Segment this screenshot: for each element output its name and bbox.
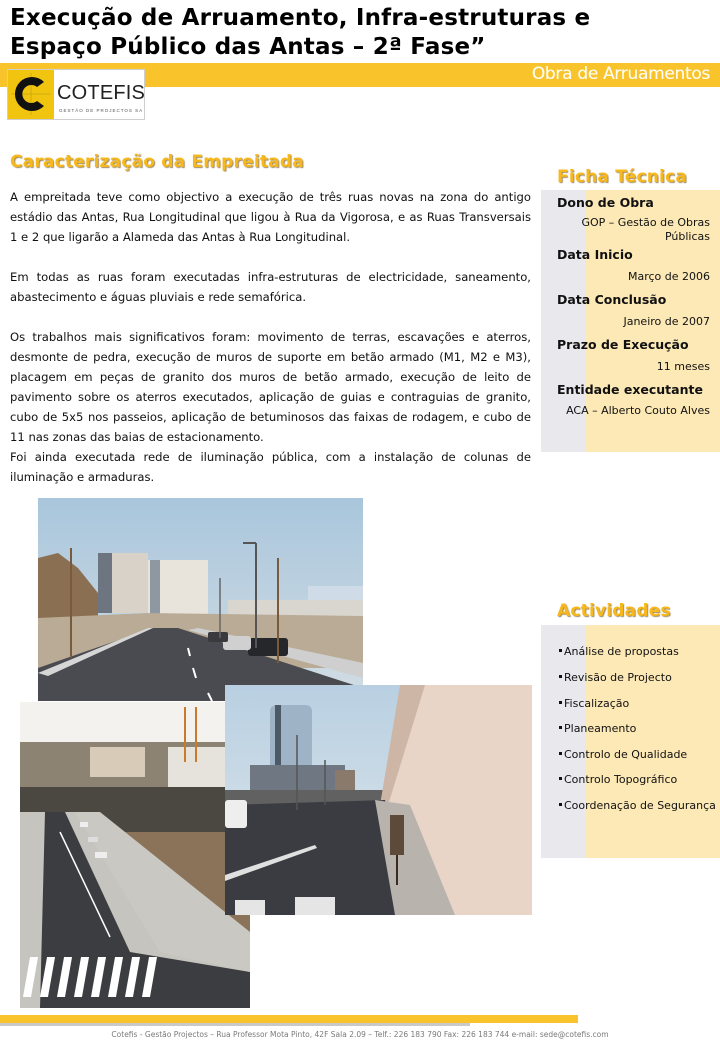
ficha-label-prazo: Prazo de Execução xyxy=(557,337,689,352)
activity-label: Coordenação de Segurança xyxy=(564,799,716,812)
ficha-tecnica-panel xyxy=(541,190,720,452)
activity-label: Planeamento xyxy=(564,722,637,735)
bullet-icon xyxy=(559,701,562,704)
paragraph: Em todas as ruas foram executadas infra-estruturas de electricidade, saneamento, abastecimento e águas pluviais e rede semafórica. xyxy=(10,270,531,304)
ficha-label-inicio: Data Inicio xyxy=(557,247,633,262)
paragraph: A empreitada teve como objectivo a execução de três ruas novas na zona do antigo estádio das Antas, Rua Longitudinal que ligou à Rua da Vigorosa, e as Ruas Transversais 1 e 2 que ligarão a Alameda das Antas à Rua Longitudinal. xyxy=(10,190,531,244)
section-title-ficha-tecnica: Ficha Técnica xyxy=(557,167,688,187)
description-body xyxy=(10,187,531,487)
footer-grey-bar xyxy=(0,1023,470,1026)
activity-label: Controlo de Qualidade xyxy=(564,748,688,761)
ficha-value-dono: GOP – Gestão de Obras Públicas xyxy=(581,216,710,243)
banner-text: Obra de Arruamentos xyxy=(531,64,710,84)
activity-item xyxy=(559,645,679,658)
activity-item xyxy=(559,773,677,786)
ficha-label-conclusao: Data Conclusão xyxy=(557,292,667,307)
activity-label: Análise de propostas xyxy=(564,645,679,658)
paragraph: Os trabalhos mais significativos foram: movimento de terras, escavações e aterros, desmonte de pedra, execução de muros de suporte em betão armado (M1, M2 e M3), placagem em peças de granito dos muros de betão armado, execução de leito de pavimento sobre os aterros executados, aplicação de guias e contraguias de granito, cubo de 5x5 nos passeios, aplicação de betuminosos das faixas de rodagem, e cubo de 11 nas zonas das baias de estacionamento. xyxy=(10,330,531,444)
bullet-icon xyxy=(559,752,562,755)
section-title-actividades: Actividades xyxy=(557,601,671,621)
actividades-panel xyxy=(541,625,720,858)
paragraph: Foi ainda executada rede de iluminação pública, com a instalação de colunas de iluminação e armaduras. xyxy=(10,450,531,484)
activity-label: Fiscalização xyxy=(564,697,630,710)
bullet-icon xyxy=(559,777,562,780)
bullet-icon xyxy=(559,675,562,678)
activity-label: Controlo Topográfico xyxy=(564,773,678,786)
photo-street-retaining-wall xyxy=(225,685,532,915)
title-line-1: Execução de Arruamento, Infra-estruturas e xyxy=(10,5,591,31)
logo-name: COTEFIS xyxy=(57,82,146,104)
footer-contact: Cotefis - Gestão Projectos – Rua Professor Mota Pinto, 42F Sala 2.09 – Telf.: 226 183 790 Fax: 226 183 744 e-mail: sede@cotefis.com xyxy=(111,1030,609,1039)
logo-mark-icon xyxy=(8,70,54,119)
ficha-value-prazo: 11 meses xyxy=(656,360,710,373)
footer-accent-bar xyxy=(0,1015,578,1023)
activity-item xyxy=(559,748,687,761)
page-title xyxy=(10,4,710,62)
ficha-value-inicio: Março de 2006 xyxy=(627,270,710,283)
ficha-value-entidade: ACA – Alberto Couto Alves xyxy=(566,404,710,417)
logo-subtitle: GESTÃO DE PROJECTOS SA xyxy=(59,108,144,113)
ficha-value-conclusao: Janeiro de 2007 xyxy=(623,315,710,328)
photo-street-crosswalk xyxy=(20,702,250,1008)
activity-label: Revisão de Projecto xyxy=(564,671,672,684)
activity-item xyxy=(559,722,636,735)
ficha-label-entidade: Entidade executante xyxy=(557,382,703,397)
activity-item xyxy=(559,697,629,710)
bullet-icon xyxy=(559,726,562,729)
title-line-2: Espaço Público das Antas – 2ª Fase” xyxy=(10,34,486,60)
activity-item xyxy=(559,799,716,812)
section-title-caracterizacao: Caracterização da Empreitada xyxy=(10,152,304,172)
bullet-icon xyxy=(559,803,562,806)
cotefis-logo xyxy=(7,69,145,120)
ficha-label-dono: Dono de Obra xyxy=(557,195,654,210)
bullet-icon xyxy=(559,649,562,652)
activity-item xyxy=(559,671,672,684)
photo-street-longitudinal xyxy=(38,498,363,701)
